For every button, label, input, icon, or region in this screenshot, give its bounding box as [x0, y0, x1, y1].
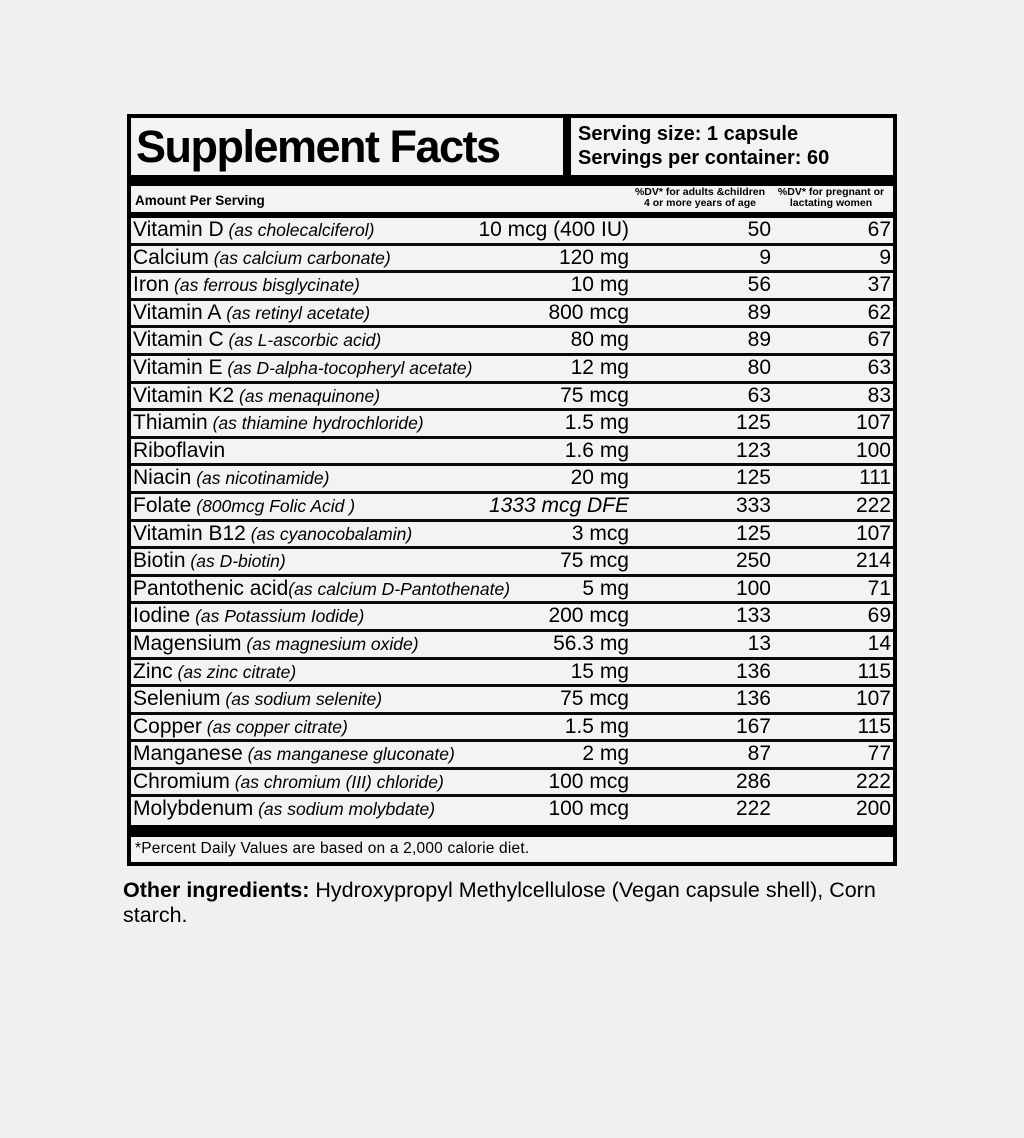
nutrient-name-group [133, 797, 435, 821]
supplement-facts-label [127, 114, 897, 866]
dv-adults-value: 100 [735, 576, 771, 600]
nutrient-name: Niacin [133, 466, 192, 490]
nutrient-form: (as nicotinamide) [191, 468, 330, 489]
dv-pregnant-value: 100 [855, 438, 891, 462]
nutrient-name: Thiamin [133, 411, 208, 435]
title-box [131, 118, 563, 175]
nutrient-name: Vitamin K2 [133, 383, 235, 407]
nutrient-amount: 75 mcg [560, 687, 629, 711]
nutrient-name-group [133, 411, 424, 435]
nutrient-name: Calcium [133, 245, 209, 269]
dv-pregnant-value: 69 [867, 604, 891, 628]
nutrient-amount: 3 mcg [571, 521, 629, 545]
dv-adults-value: 89 [747, 328, 771, 352]
nutrient-amount: 12 mg [570, 355, 629, 379]
nutrient-form: (as thiamine hydrochloride) [207, 413, 424, 434]
nutrient-amount: 100 mcg [548, 797, 629, 821]
dv-adults-value: 13 [747, 631, 771, 655]
nutrient-name: Copper [133, 714, 202, 738]
dv-pregnant-value: 9 [879, 245, 891, 269]
nutrient-row [131, 411, 893, 439]
dv-pregnant-value: 200 [855, 797, 891, 821]
nutrient-name-group [133, 273, 360, 297]
nutrient-form: (as sodium molybdate) [253, 799, 436, 820]
nutrient-name: Vitamin E [133, 355, 223, 379]
nutrient-form: (as ferrous bisglycinate) [169, 275, 360, 296]
label-title: Supplement Facts [136, 121, 500, 172]
nutrient-form: (as sodium selenite) [220, 689, 383, 710]
dv-pregnant-value: 222 [855, 769, 891, 793]
nutrient-name: Molybdenum [133, 797, 254, 821]
dv-adults-value: 89 [747, 300, 771, 324]
nutrient-name-group [133, 218, 374, 242]
nutrient-amount: 10 mg [570, 273, 629, 297]
nutrient-rows [131, 218, 893, 825]
nutrient-row [131, 715, 893, 743]
nutrient-row [131, 494, 893, 522]
serving-info [571, 118, 893, 175]
dv-pregnant-value: 111 [859, 466, 891, 490]
dv-adults-value: 167 [735, 714, 771, 738]
nutrient-amount: 80 mg [570, 328, 629, 352]
nutrient-form: (as calcium carbonate) [208, 247, 391, 268]
serving-size: Serving size: 1 capsule [578, 123, 799, 145]
dv-pregnant-value: 83 [867, 383, 891, 407]
nutrient-form: (as chromium (III) chloride) [229, 771, 444, 792]
nutrient-form: (as cyanocobalamin) [245, 523, 413, 544]
dv-adults-value: 125 [735, 466, 771, 490]
amount-per-serving-header: Amount Per Serving [135, 193, 265, 208]
nutrient-amount: 10 mcg (400 IU) [478, 218, 629, 241]
dv-pregnant-value: 115 [857, 714, 891, 738]
dv-adults-header-line1: %DV* for adults &children [634, 185, 766, 198]
nutrient-row [131, 577, 893, 605]
nutrient-name: Zinc [133, 659, 173, 683]
nutrient-form: (as zinc citrate) [172, 661, 297, 682]
thick-divider-bar-top [131, 175, 893, 186]
nutrient-name: Vitamin C [133, 328, 224, 352]
dv-adults-value: 250 [735, 549, 771, 573]
dv-adults-value: 9 [759, 245, 771, 269]
nutrient-name: Iron [133, 273, 170, 297]
dv-adults-value: 136 [735, 659, 771, 683]
nutrient-name: Vitamin B12 [133, 521, 246, 545]
nutrient-amount: 1.5 mg [564, 411, 629, 435]
nutrient-amount: 20 mg [570, 466, 629, 490]
nutrient-row [131, 273, 893, 301]
nutrient-name: Vitamin A [133, 300, 222, 324]
nutrient-amount: 120 mg [558, 245, 629, 269]
dv-pregnant-value: 107 [855, 411, 891, 435]
dv-pregnant-header-line2: lactating women [789, 197, 873, 210]
dv-pregnant-value: 14 [867, 631, 891, 655]
nutrient-name-group [133, 384, 380, 408]
dv-pregnant-value: 63 [867, 355, 891, 379]
other-ingredients [123, 878, 901, 929]
nutrient-form: (as copper citrate) [201, 716, 348, 737]
nutrient-form: (as D-biotin) [185, 551, 286, 572]
dv-pregnant-value: 107 [855, 687, 891, 711]
nutrient-amount: 100 mcg [548, 769, 629, 793]
nutrient-name: Iodine [133, 604, 191, 628]
dv-pregnant-header-line1: %DV* for pregnant or [777, 185, 885, 198]
nutrient-name: Manganese [133, 742, 243, 766]
nutrient-row [131, 522, 893, 550]
header-divider [563, 118, 571, 175]
dv-adults-value: 222 [735, 797, 771, 821]
nutrient-row [131, 632, 893, 660]
dv-adults-value: 80 [747, 355, 771, 379]
nutrient-amount: 1.5 mg [564, 714, 629, 738]
nutrient-form: (as D-alpha-tocopheryl acetate) [222, 357, 473, 378]
nutrient-amount: 1.6 mg [564, 438, 629, 462]
dv-adults-value: 136 [735, 687, 771, 711]
dv-pregnant-value: 107 [855, 521, 891, 545]
nutrient-name-group [133, 246, 391, 270]
nutrient-row [131, 328, 893, 356]
nutrient-row [131, 246, 893, 274]
nutrient-form: (as L-ascorbic acid) [223, 330, 382, 351]
dv-pregnant-value: 67 [867, 328, 891, 352]
dv-pregnant-value: 214 [855, 549, 891, 573]
nutrient-row [131, 218, 893, 246]
nutrient-name: Riboflavin [133, 438, 226, 462]
nutrient-name-group [133, 466, 329, 490]
nutrient-amount: 200 mcg [548, 604, 629, 628]
dv-pregnant-value: 115 [857, 659, 891, 683]
nutrient-name-group [133, 549, 286, 573]
dv-pregnant-value: 37 [867, 273, 891, 297]
dv-adults-value: 87 [747, 742, 771, 766]
nutrient-amount: 15 mg [570, 659, 629, 683]
nutrient-amount: 1333 mcg DFE [488, 493, 629, 517]
nutrient-amount: 56.3 mg [553, 631, 629, 655]
nutrient-amount: 75 mcg [560, 383, 629, 407]
dv-adults-value: 123 [735, 438, 771, 462]
nutrient-row [131, 604, 893, 632]
servings-per-container: Servings per container: 60 [578, 147, 830, 170]
nutrient-name: Selenium [133, 687, 221, 711]
nutrient-form: (as calcium D-Pantothenate) [288, 578, 511, 599]
nutrient-name: Vitamin D [133, 218, 224, 241]
nutrient-name-group [133, 715, 348, 739]
dv-adults-value: 133 [735, 604, 771, 628]
nutrient-row [131, 549, 893, 577]
nutrient-row [131, 770, 893, 798]
dv-adults-value: 63 [747, 383, 771, 407]
column-headers [131, 186, 893, 212]
label-header [131, 118, 893, 175]
nutrient-name: Pantothenic acid [133, 576, 289, 600]
nutrient-row [131, 301, 893, 329]
dv-adults-header-line2: 4 or more years of age [643, 197, 757, 210]
nutrient-name-group [133, 522, 412, 546]
dv-adults-value: 125 [735, 411, 771, 435]
nutrient-amount: 75 mcg [560, 549, 629, 573]
dv-adults-value: 56 [747, 273, 771, 297]
other-ingredients-label: Other ingredients: [123, 878, 310, 903]
dv-pregnant-value: 62 [867, 300, 891, 324]
dv-adults-header [629, 187, 771, 213]
dv-adults-value: 125 [735, 521, 771, 545]
nutrient-form: (as Potassium Iodide) [190, 606, 365, 627]
nutrient-form: (as menaquinone) [234, 385, 381, 406]
nutrient-amount: 800 mcg [548, 300, 629, 324]
nutrient-row [131, 384, 893, 412]
nutrient-form: (800mcg Folic Acid ) [191, 495, 356, 516]
daily-value-footnote: *Percent Daily Values are based on a 2,000 calorie diet. [135, 840, 530, 858]
nutrient-name: Magensium [133, 631, 242, 655]
dv-pregnant-value: 222 [855, 493, 891, 517]
dv-adults-value: 286 [735, 769, 771, 793]
nutrient-form: (as magnesium oxide) [241, 633, 419, 654]
thick-divider-bar-bottom [131, 825, 893, 837]
nutrient-name-group [133, 439, 225, 463]
nutrient-row [131, 439, 893, 467]
nutrient-name-group [133, 301, 370, 325]
nutrient-name-group [133, 494, 355, 518]
dv-adults-value: 333 [735, 493, 771, 517]
nutrient-name-group [133, 742, 455, 766]
nutrient-row [131, 797, 893, 825]
dv-adults-value: 50 [747, 218, 771, 241]
nutrient-amount: 5 mg [582, 576, 629, 600]
nutrient-name: Chromium [133, 769, 230, 793]
nutrient-row [131, 466, 893, 494]
nutrient-name-group [133, 356, 472, 380]
nutrient-row [131, 742, 893, 770]
nutrient-row [131, 660, 893, 688]
nutrient-name-group [133, 660, 296, 684]
nutrient-form: (as cholecalciferol) [223, 220, 375, 240]
nutrient-row [131, 687, 893, 715]
dv-pregnant-value: 71 [867, 576, 891, 600]
nutrient-name-group [133, 632, 419, 656]
nutrient-form: (as manganese gluconate) [242, 744, 455, 765]
dv-pregnant-header [771, 187, 891, 213]
nutrient-name-group [133, 604, 364, 628]
nutrient-name-group [133, 577, 510, 601]
nutrient-name: Folate [133, 493, 192, 517]
nutrient-name: Biotin [133, 549, 186, 573]
nutrient-name-group [133, 770, 444, 794]
dv-pregnant-value: 77 [867, 742, 891, 766]
nutrient-name-group [133, 328, 381, 352]
nutrient-amount: 2 mg [582, 742, 629, 766]
dv-pregnant-value: 67 [867, 218, 891, 241]
nutrient-name-group [133, 687, 382, 711]
other-ingredients-text: Hydroxypropyl Methylcellulose (Vegan capsule shell), Corn starch. [123, 878, 876, 928]
nutrient-row [131, 356, 893, 384]
nutrient-form: (as retinyl acetate) [221, 302, 371, 323]
